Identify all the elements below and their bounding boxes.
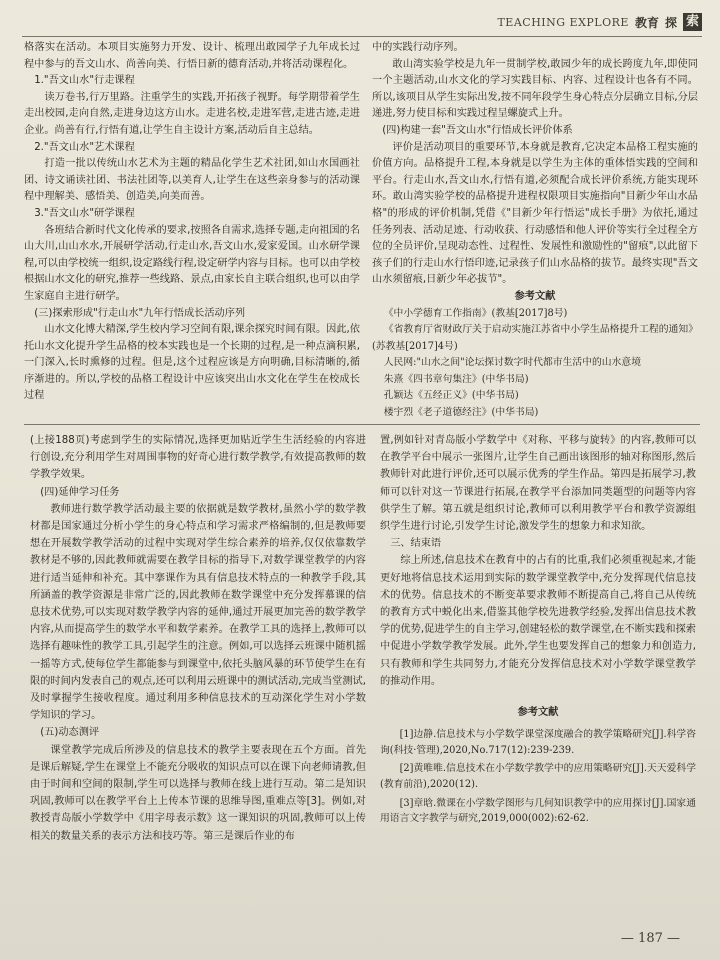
reference-item: 《中小学德育工作指南》(教基[2017]8号) <box>383 307 568 319</box>
journal-english-title: TEACHING EXPLORE <box>497 15 629 29</box>
paragraph: 敢山湾实验学校是九年一贯制学校,敢园少年的成长跨度九年,即使同一个主题活动,山水文化的学习实践目标、内容、过程设计也各有不同。所以,该项目从学生实际出发,按不同年段学生身心特点分层确立目标,分层递进,努力使目标和实践过程呈螺旋式上升。 <box>372 58 698 120</box>
bottom-right-column <box>380 432 696 922</box>
references-title: 参考文献 <box>514 290 556 302</box>
section-heading: (四)构建一套"吾文山水"行悟成长评价体系 <box>382 124 573 136</box>
paragraph: 打造一批以传统山水艺术为主题的精品化学生艺术社团,如山水国画社团、诗文诵读社团、书法社团等,以美育人,让学生在这些亲身参与的活动课程中理解美、感悟美、创造美,向美而善。 <box>24 158 360 203</box>
bottom-left-column <box>30 432 366 930</box>
reference-item: 楼宇烈《老子道德经注》(中华书局) <box>383 407 539 419</box>
reference-item: [2]黄唯唯.信息技术在小学数学教学中的应用策略研究[J].天天爱科学(教育前沿),2020(12). <box>380 763 696 791</box>
section-heading: 三、结束语 <box>390 538 442 550</box>
header-rule <box>22 36 702 37</box>
page-number: — 187 — <box>620 931 680 946</box>
paragraph: 评价是活动项目的重要环节,本身就是教育,它决定本品格工程实施的价值方向。品格提升工程,本身就是以学生为主体的重体悟实践的空间和平台。行走山水,吾文山水,行悟有道,必须配合成长评价系统,方能实现环环。敢山湾实验学校的品格提升进程权限项目实施指向"目新少年山水品格"的形成的评价机制,凭借《"目新少年行悟运"成长手册》为依托,通过任务列表、活动足迹、行动收获、行动感悟和他人评价等实行全过程全方位的全员评价,呈现动态性、过程性、发展性和激励性的"留痕",以此留下孩子们的行走山水行悟印迹,记录孩子们山水品格的拔节。最终实现"吾文山水须留痕,日新少年必拔节"。 <box>372 141 698 286</box>
section-heading: (五)动态测评 <box>40 727 100 739</box>
reference-item: 人民网:"山水之间"论坛探讨数字时代都市生活中的山水意境 <box>383 357 641 369</box>
running-header <box>497 10 702 34</box>
section-heading: 3."吾文山水"研学课程 <box>34 207 135 219</box>
paragraph: 各班结合新时代文化传承的要求,按照各自需求,选择专题,走向祖国的名山大川,山山水水,开展研学活动,行走山水,吾文山水,爱家爱国。山水研学课程,可以由学校统一组织,设定路线行程,设定研学内容与目标。也可以由学校根据山水文化的研究,推荐一些线路、景点,由家长自主联合组织,也可以由学生家庭自主进行研学。 <box>24 224 360 302</box>
references-title: 参考文献 <box>517 707 559 719</box>
journal-chinese-title-part2: 探 <box>664 15 677 30</box>
reference-item: 《省教育厅省财政厅关于启动实施江苏省中小学生品格提升工程的通知》(苏教基[2017]4号) <box>372 324 698 352</box>
section-heading: 2."吾文山水"艺术课程 <box>34 141 135 153</box>
reference-item: [1]边静.信息技术与小学数学课堂深度融合的教学策略研究[J].科学咨询(科技·管理),2020,No.717(12):239-239. <box>380 729 696 756</box>
section-heading: (四)延伸学习任务 <box>40 486 120 498</box>
paragraph: 教师进行数学教学活动最主要的依据就是数学教材,虽然小学的数学教材都是国家通过分析小学生的身心特点和学习需求严格编制的,但是教师要想在开展数学教学活动的过程中实现对学生综合素养的培养,仅仅依靠数学教材是不够的,因此教师就需要在教学目标的指导下,对数学课堂教学的内容进行适当延伸和补充。其中搴课作为具有信息技术特点的一种教学手段,其所涵盖的教学资源是非常广泛的,因此教师在数学课堂中充分发挥慕课的信息技术优势,可以实现对数学教学内容的延伸,通过开展更加完善的数学教学内容,从而提高学生的数学水平和数学素养。在教学工具的选择上,教师可以选择有趣味性的教学工具,引起学生的注意。例如,可以选择云班课中随机摇一摇等方式,使每位学生都能参与到课堂中,依托头脑风暴的环节使学生在有限的时间内发表自己的观点,还可以利用云班课中的测试活动,完成当堂测试,及时掌握学生接收程度。通过利用多种信息技术的互动深化学生对小学数学知识的学习。 <box>30 503 366 722</box>
reference-item: 朱熹《四书章句集注》(中华书局) <box>383 373 529 385</box>
top-right-column <box>372 40 698 419</box>
paragraph: 课堂教学完成后所涉及的信息技术的教学主要表现在五个方面。首先是课后解疑,学生在课堂上不能充分吸收的知识点可以在课下向老师请教,但由于时间和空间的限制,学生可以选择与教师在线上进行互动。第二是知识巩固,教师可以在教学平台上上传本节课的思维导图,重难点等[3]。例如,对教授青岛版小学数学中《用字母表示数》这一课知识的巩固,教师可以上传相关的数量关系的表示方法和技巧等。第三是课后作业的布 <box>30 744 366 842</box>
paragraph: 山水文化博大精深,学生校内学习空间有限,课余探究时间有限。因此,依托山水文化提升学生品格的校本实践也是一个长期的过程,是一种点滴积累,一门深入,长时熏修的过程。但是,这个过程应该是方向明确,目标清晰的,循序渐进的。所以,学校的品格工程设计中应该突出山水文化在学生在校成长过程 <box>24 324 360 402</box>
paragraph: (上接188页)考虑到学生的实际情况,选择更加贴近学生生活经验的内容进行创设,充分利用学生对周围事物的好奇心进行数学教学,有效提高教师的数学教学效果。 <box>30 435 366 481</box>
reference-item: 孔颖达《五经正义》(中华书局) <box>383 390 519 402</box>
section-heading: 1."吾文山水"行走课程 <box>34 75 135 87</box>
reference-item: [3]章晗.微课在小学数学图形与几何知识教学中的应用探讨[J].国家通用语言文字教学与研究,2019,000(002):62-62. <box>380 797 696 825</box>
paragraph: 格落实在活动。本项目实施努力开发、设计、梳理出敢园学子九年成长过程中参与的吾文山水、尚善向美、行悟日新的德育活动,并将活动课程化。 <box>24 42 360 70</box>
article-divider <box>24 424 700 425</box>
paragraph: 中的实践行动序列。 <box>372 42 464 53</box>
paragraph: 综上所述,信息技术在教育中的占有的比重,我们必须重视起来,才能更好地将信息技术运用到实际的数学课堂教学中,充分发挥现代信息技术的优势。信息技术的不断变革要求教师不断提高自己,将自己从传统的教育方式中蜕化出来,借鉴其他学校先进教学经验,发挥出信息技术教学的优势,促进学生的自主学习,创建轻松的数学课堂,在不断实践和探索中促进小学数学教学发展。此外,学生也要发挥自己的想象力和创造力,只有教师和学生共同努力,才能充分发挥信息技术对小学数学课堂教学的推动作用。 <box>380 555 696 687</box>
paragraph: 读万卷书,行万里路。注重学生的实践,开拓孩子视野。每学期带着学生走出校园,走向自然,走进身边这方山水。走进名校,走进军营,走进古迹,走进企业。尚善有行,行悟有道,让学生自主设计方案,活动后自主总结。 <box>24 91 360 136</box>
top-left-column <box>24 40 360 410</box>
journal-title-boxed-char: 索 <box>683 13 702 31</box>
section-heading: (三)探索形成"行走山水"九年行悟成长活动序列 <box>34 307 246 319</box>
journal-chinese-title-part1: 教育 <box>634 15 659 30</box>
paragraph: 置,例如针对青岛版小学数学中《对称、平移与旋转》的内容,教师可以在教学平台中展示一张图片,让学生自己画出该图形的轴对称图形,然后教师针对此进行评价,还可以展示优秀的学生作品。第四是拓展学习,教师可以针对这一节课进行拓展,在教学平台添加同类题型的问题等内容供学生了解。第五就是组织讨论,教师可以利用教学平台和教学资源组织学生进行讨论,引发学生讨论,激发学生的想象力和求知欲。 <box>380 435 696 533</box>
